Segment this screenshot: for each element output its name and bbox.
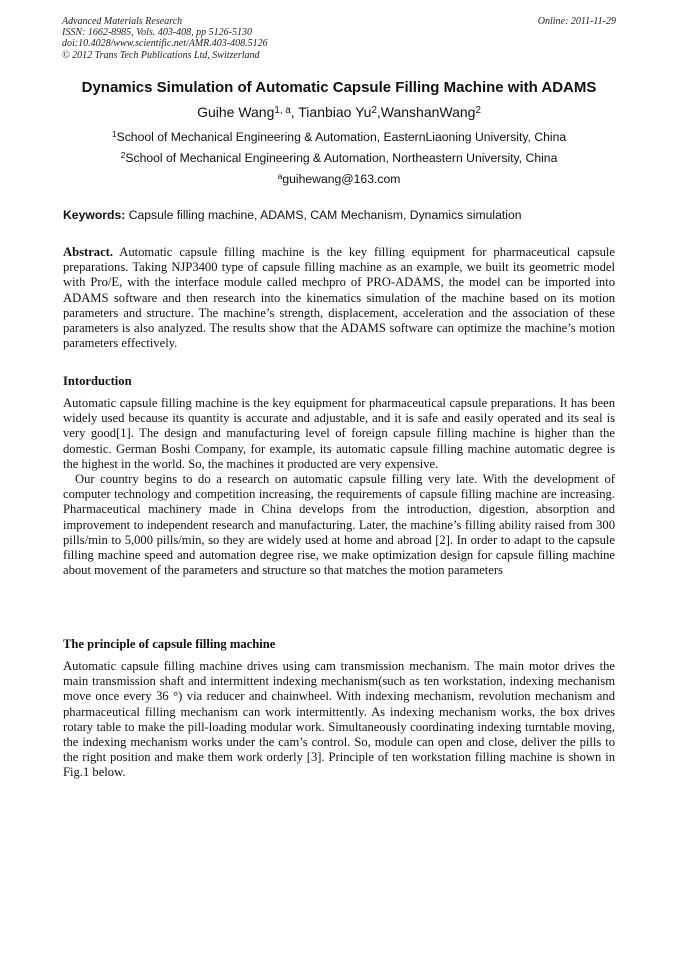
keywords (63, 208, 623, 223)
author-1-sup: 1, a (274, 104, 291, 116)
author-3: WanshanWang (380, 104, 476, 120)
introduction-paragraph-1: Automatic capsule filling machine is the key equipment for pharmaceutical capsule preparations. It has been widely used because its quantity is accurate and adjustable, and it is safe and easily operated and its seal is very good[1]. The design and manufacturing level of foreign capsule filling machine is higher than the domestic. German Boshi Company, for example, its automatic capsule filling machine automatic degree is the highest in the world. So, the machines it producted are very expensive. (63, 396, 615, 471)
abstract-text: Automatic capsule filling machine is the key filling equipment for pharmaceutical capsule preparations. Taking NJP3400 type of capsule filling machine as an example, we built its geometric model with Pro/E, with the interface module called mechpro of PRO-ADAMS, the model can be imported into ADAMS software and then research into the kinematics simulation of the machine based on its motion parameters and structure. The machine’s strength, displacement, acceleration and the association of these parameters is also analyzed. The results show that the ADAMS software can optimize the machine’s motion parameters effectively. (63, 245, 615, 351)
journal-header (62, 16, 616, 61)
section-heading-introduction: Intorduction (63, 374, 132, 388)
affiliation-1 (40, 130, 638, 145)
online-date: Online: 2011-11-29 (537, 16, 616, 27)
keywords-text: Capsule filling machine, ADAMS, CAM Mechanism, Dynamics simulation (125, 208, 522, 222)
author-3-sup: 2 (475, 104, 481, 116)
author-2: Tianbiao Yu (298, 104, 372, 120)
journal-name: Advanced Materials Research (62, 16, 183, 27)
paper-title: Dynamics Simulation of Automatic Capsule Filling Machine with ADAMS (81, 79, 597, 96)
author-email (40, 172, 638, 187)
issn-line: ISSN: 1662-8985, Vols. 403-408, pp 5126-5130 (62, 27, 252, 39)
email-sup: a (277, 171, 283, 182)
doi-line: doi:10.4028/www.scientific.net/AMR.403-408.5126 (62, 38, 268, 50)
copyright-line: © 2012 Trans Tech Publications Ltd, Switzerland (62, 49, 260, 61)
introduction-body (63, 396, 615, 578)
author-2-sup: 2 (371, 104, 377, 116)
keywords-label: Keywords: (63, 208, 126, 222)
affiliation-2-sup: 2 (120, 150, 126, 161)
affiliation-2 (40, 151, 638, 166)
principle-body (63, 659, 615, 781)
author-list (40, 104, 638, 121)
abstract-label: Abstract. (63, 245, 114, 259)
affiliation-1-sup: 1 (111, 129, 117, 140)
affiliation-1-text: School of Mechanical Engineering & Automation, EasternLiaoning University, China (116, 130, 567, 144)
author-1: Guihe Wang (197, 104, 275, 120)
email-text: guihewang@163.com (282, 172, 401, 186)
author-sep-1: , (290, 104, 299, 120)
principle-paragraph-1: Automatic capsule filling machine drives using cam transmission mechanism. The main motor drives the main transmission shaft and intermittent indexing mechanism(such as ten workstation, indexing mechanism move once every 36 °) via reducer and chainwheel. With indexing mechanism, revolution mechanism and pharmaceutical filling mechanism can work intermittently. As indexing mechanism works, the box drives rotary table to make the pill-loading modular work. Simultaneously coordinating indexing turntable moving, the indexing mechanism works under the cam’s control. So, module can open and close, deliver the pills to the right position and make them work orderly [3]. Principle of ten workstation filling machine is shown in Fig.1 below. (63, 659, 615, 780)
author-sep-2: , (376, 104, 381, 120)
abstract (63, 245, 615, 351)
introduction-paragraph-2: Our country begins to do a research on automatic capsule filling very late. With the development of computer technology and competition increasing, the requirements of capsule filling machine are increasing. Pharmaceutical machinery made in China develops from the introduction, digestion, absorption and improvement to independent research and manufacturing. Later, the machine’s filling ability raised from 300 pills/min to 5,000 pills/min, so they are widely used at home and abroad [2]. In order to adapt to the capsule filling machine speed and automation degree rise, we make optimization design for capsule filling machine about movement of the parameters and structure so that matches the motion parameters (63, 472, 615, 578)
section-heading-principle: The principle of capsule filling machine (63, 637, 276, 651)
affiliation-2-text: School of Mechanical Engineering & Automation, Northeastern University, China (125, 151, 558, 165)
